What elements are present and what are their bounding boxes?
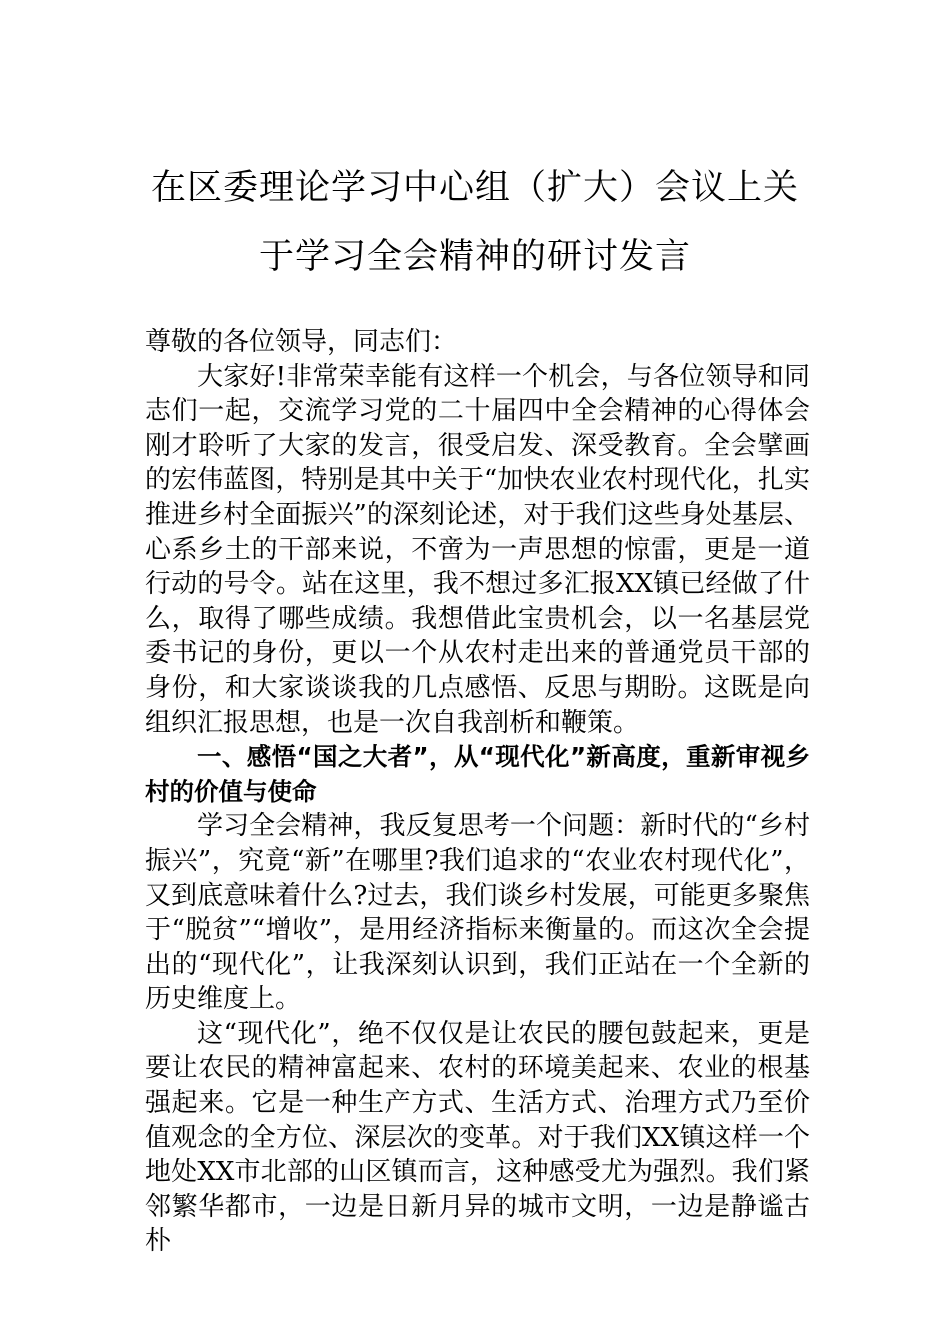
salutation: 尊敬的各位领导，同志们： bbox=[145, 327, 458, 357]
document-title-line-2: 于学习全会精神的研讨发言 bbox=[258, 237, 691, 277]
document-body bbox=[145, 325, 810, 1259]
paragraph-1: 大家好!非常荣幸能有这样一个机会，与各位领导和同志们一起，交流学习党的二十届四中全会精神的心得体会刚才聆听了大家的发言，很受启发、深受教育。全会擘画的宏伟蓝图，特别是其中关于“加快农业农村现代化，扎实推进乡村全面振兴”的深刻论述，对于我们这些身处基层、心系乡土的干部来说，不啻为一声思想的惊雷，更是一道行动的号令。站在这里，我不想过多汇报XX镇已经做了什么，取得了哪些成绩。我想借此宝贵机会，以一名基层党委书记的身份，更以一个从农村走出来的普通党员干部的身份，和大家谈谈我的几点感悟、反思与期盼。这既是向组织汇报思想，也是一次自我剖析和鞭策。 bbox=[145, 361, 810, 738]
paragraph-3: 这“现代化”，绝不仅仅是让农民的腰包鼓起来，更是要让农民的精神富起来、农村的环境美起来、农业的根基强起来。它是一种生产方式、生活方式、治理方式乃至价值观念的全方位、深层次的变革。对于我们XX镇这样一个地处XX市北部的山区镇而言，这种感受尤为强烈。我们紧邻繁华都市，一边是日新月异的城市文明，一边是静谧古朴 bbox=[145, 1018, 810, 1257]
document-title-line-1: 在区委理论学习中心组（扩大）会议上关 bbox=[150, 168, 799, 208]
section-heading-1: 一、感悟“国之大者”，从“现代化”新高度，重新审视乡村的价值与使命 bbox=[145, 742, 810, 806]
paragraph-2: 学习全会精神，我反复思考一个问题：新时代的“乡村振兴”，究竟“新”在哪里?我们追求的“农业农村现代化”，又到底意味着什么?过去，我们谈乡村发展，可能更多聚焦于“脱贫”“增收”，是用经济指标来衡量的。而这次全会提出的“现代化”，让我深刻认识到，我们正站在一个全新的历史维度上。 bbox=[145, 811, 810, 1015]
